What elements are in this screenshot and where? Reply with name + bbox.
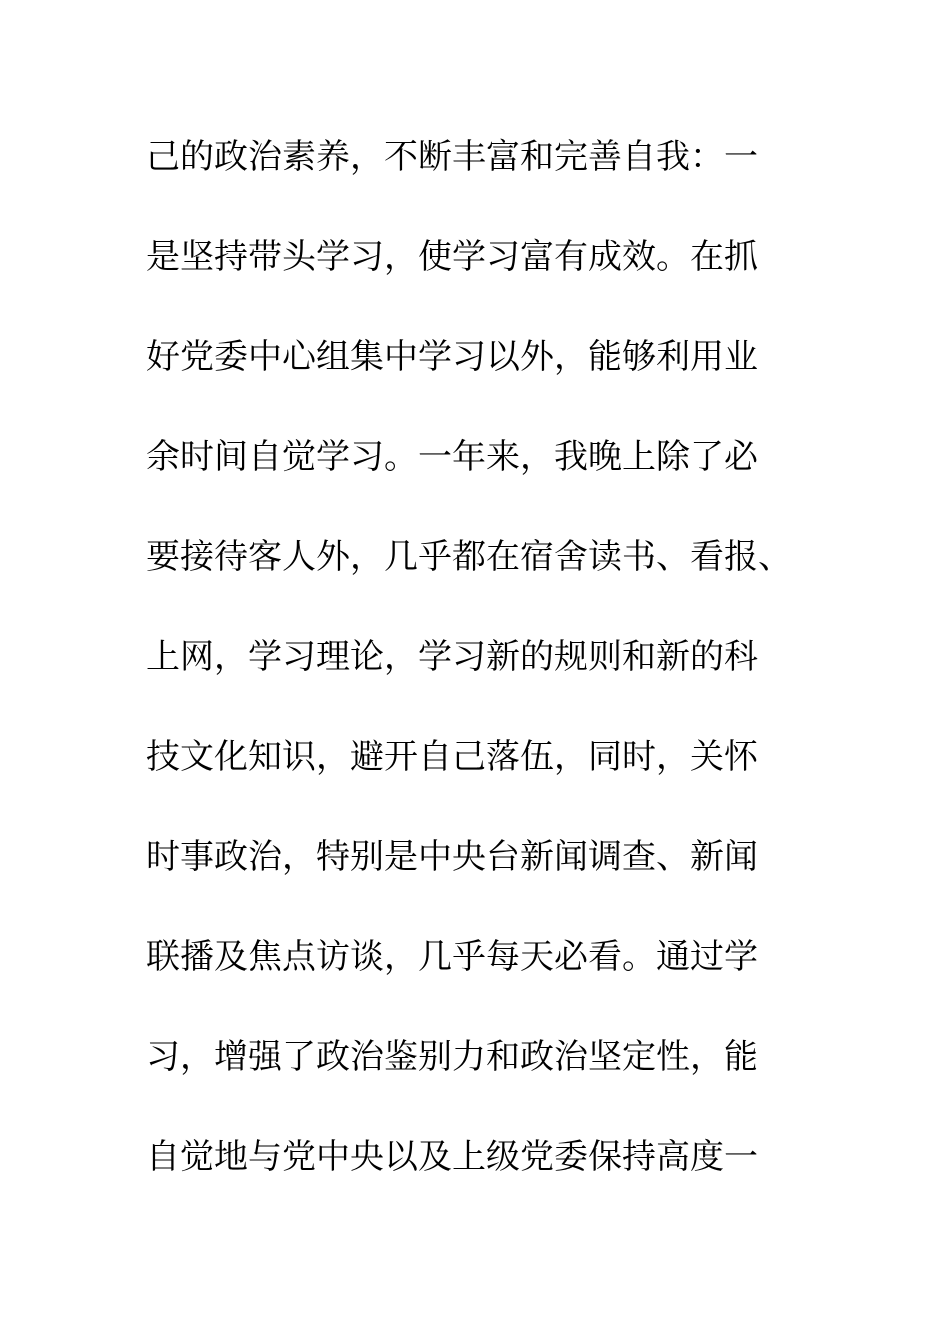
text-line: 自觉地与党中央以及上级党委保持高度一 [146, 1137, 758, 1177]
body-text [146, 126, 846, 1226]
text-line: 要接待客人外，几乎都在宿舍读书、看报、 [146, 537, 792, 577]
text-line: 习，增强了政治鉴别力和政治坚定性，能 [146, 1037, 758, 1077]
text-line: 上网，学习理论，学习新的规则和新的科 [146, 637, 758, 677]
text-line: 技文化知识，避开自己落伍，同时，关怀 [146, 737, 758, 777]
text-line: 余时间自觉学习。一年来，我晚上除了必 [146, 437, 758, 477]
text-line: 联播及焦点访谈，几乎每天必看。通过学 [146, 937, 758, 977]
text-line: 好党委中心组集中学习以外，能够利用业 [146, 337, 758, 377]
text-line: 是坚持带头学习，使学习富有成效。在抓 [146, 237, 758, 277]
text-line: 时事政治，特别是中央台新闻调查、新闻 [146, 837, 758, 877]
text-line: 己的政治素养，不断丰富和完善自我：一 [146, 137, 758, 177]
